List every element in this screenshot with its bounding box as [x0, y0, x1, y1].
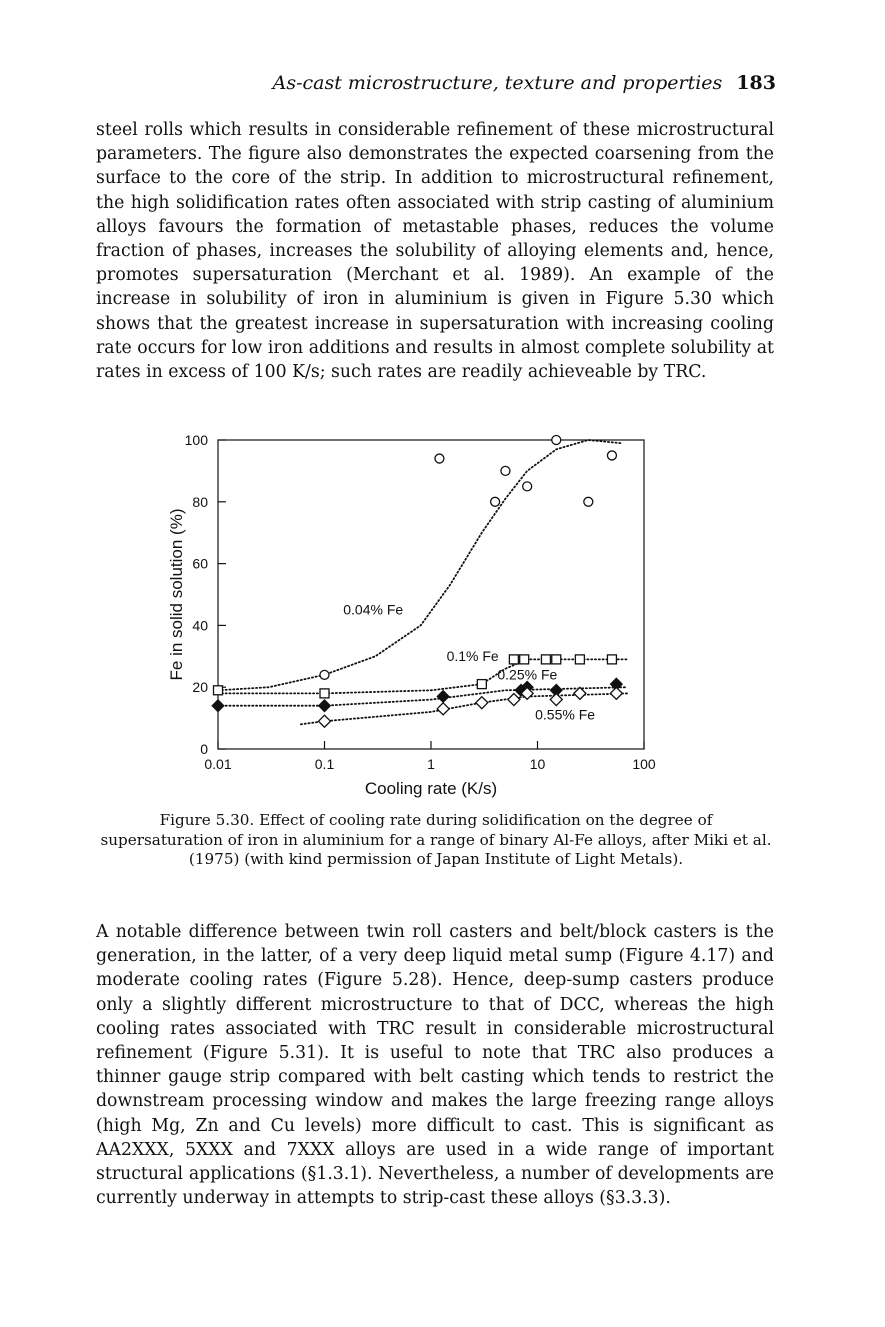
- series-label: 0.55% Fe: [535, 706, 596, 723]
- data-point-square: [520, 655, 529, 664]
- y-tick-label: 40: [192, 617, 208, 634]
- y-tick-label: 60: [192, 555, 208, 572]
- y-tick-label: 100: [184, 432, 208, 448]
- series-label: 0.1% Fe: [446, 647, 499, 664]
- x-tick-label: 100: [632, 756, 656, 772]
- data-point-filled-diamond: [212, 700, 224, 712]
- x-tick-label: 0.1: [314, 756, 335, 772]
- running-title: As-cast microstructure, texture and properties: [272, 72, 723, 94]
- series-curve: [218, 440, 620, 690]
- y-tick-label: 80: [192, 493, 208, 510]
- y-tick-label: 20: [192, 679, 208, 696]
- page-number: 183: [736, 72, 776, 94]
- data-point-square: [509, 655, 518, 664]
- data-point-open-diamond: [476, 697, 488, 709]
- data-point-square: [320, 689, 329, 698]
- body-paragraph-2: A notable difference between twin roll casters and belt/block casters is the generation, in the latter, of a very deep liquid metal sump (Figure 4.17) and moderate cooling rates (Figure 5.28). Hence, deep-sump casters produce only a slightly different microstructure to that of DCC, whereas the high cooling rates associated with TRC result in considerable microstructural refinement (Figure 5.31). It is useful to note that TRC also produces a thinner gauge strip compared with belt casting which tends to restrict the downstream processing window and makes the large freezing range alloys (high Mg, Zn and Cu levels) more difficult to cast. This is significant as AA2XXX, 5XXX and 7XXX alloys are used in a wide range of important structural applications (§1.3.1). Nevertheless, a number of developments are currently underway in attempts to strip-cast these alloys (§3.3.3).: [96, 922, 774, 1209]
- data-point-square: [541, 655, 550, 664]
- data-point-circle: [320, 670, 329, 679]
- data-point-circle: [552, 436, 561, 445]
- data-point-square: [607, 655, 616, 664]
- body-paragraph-1: steel rolls which results in considerable refinement of these microstructural parameters. The figure also demonstrates the expected coarsening from the surface to the core of the strip. In addition to microstructural refinement, the high solidification rates often associated with strip casting of aluminium alloys favours the formation of metastable phases, reduces the volume fraction of phases, increases the solubility of alloying elements and, hence, promotes supersaturation (Merchant et al. 1989). An example of the increase in solubility of iron in aluminium is given in Figure 5.30 which shows that the greatest increase in supersaturation with increasing cooling rate occurs for low iron additions and results in almost complete solubility at rates in excess of 100 K/s; such rates are readily achieveable by TRC.: [96, 120, 774, 383]
- data-point-circle: [584, 497, 593, 506]
- data-point-square: [214, 686, 223, 695]
- data-point-filled-diamond: [319, 700, 331, 712]
- data-point-square: [477, 680, 486, 689]
- figure-5-30: [160, 430, 680, 808]
- data-point-circle: [491, 497, 500, 506]
- plot-frame: [218, 440, 644, 749]
- series-label: 0.25% Fe: [497, 666, 558, 683]
- data-point-filled-diamond: [437, 690, 449, 702]
- x-tick-label: 10: [529, 756, 546, 772]
- data-point-circle: [523, 482, 532, 491]
- solubility-chart: [160, 430, 680, 808]
- x-tick-label: 1: [427, 756, 435, 772]
- data-point-square: [552, 655, 561, 664]
- data-point-open-diamond: [319, 715, 331, 727]
- running-header: [96, 72, 776, 94]
- y-axis-label: Fe in solid solution (%): [167, 508, 186, 681]
- figure-caption: Figure 5.30. Effect of cooling rate during solidification on the degree of supersaturation of iron in aluminium for a range of binary Al-Fe alloys, after Miki et al. (1975) (with kind permission of Japan Institute of Light Metals).: [100, 811, 772, 868]
- data-point-square: [575, 655, 584, 664]
- x-tick-label: 0.01: [204, 756, 232, 772]
- data-point-circle: [501, 466, 510, 475]
- data-point-open-diamond: [508, 694, 520, 706]
- data-point-open-diamond: [610, 687, 622, 699]
- x-axis-label: Cooling rate (K/s): [364, 779, 498, 798]
- series-label: 0.04% Fe: [343, 601, 404, 618]
- data-point-circle: [435, 454, 444, 463]
- y-tick-label: 0: [200, 741, 208, 757]
- data-point-open-diamond: [437, 703, 449, 715]
- data-point-circle: [607, 451, 616, 460]
